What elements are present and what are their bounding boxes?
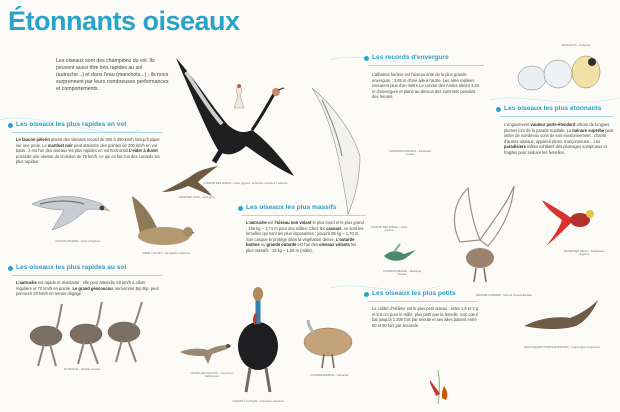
text-run: L'engoulevent xyxy=(504,122,531,127)
text-run: est rapide et résistante ; elle peut atteindre 60 km/h à allure régulière et 70 km/h en pointe. xyxy=(16,280,146,291)
vulture-small-illustration xyxy=(228,82,250,110)
section-text-wingspan xyxy=(372,72,482,100)
bold-run: Le grand géocoucou xyxy=(72,285,113,291)
section-text-small xyxy=(372,306,482,328)
text-run: les plus massifs : 18 kg – 1,05 m (mâle). xyxy=(246,242,357,253)
section-text-massive xyxy=(246,220,364,253)
penguins-illustration xyxy=(512,50,612,94)
text-run: est xyxy=(266,220,275,225)
caption-eider: EIDER À DUVET – Somateria mollissima xyxy=(142,252,190,255)
bold-run: ménure superbe xyxy=(572,127,605,133)
page-title: Étonnants oiseaux xyxy=(8,6,240,36)
section-bullet-icon xyxy=(364,56,369,61)
text-run: Le condor des Andes atteint 3,20 m d'envergure et plane au-dessus des sommets pendant des heures. xyxy=(372,83,480,99)
caption-swift: MARTINET NOIR – Apus apus xyxy=(179,196,215,199)
caption-paradise: PARADISIER RAGGI – Paradisaea raggiana xyxy=(563,250,605,257)
lyrebird-illustration xyxy=(440,182,520,292)
caption-penguins: MANCHOTS – Eudyptes xyxy=(561,44,591,47)
text-run: , surnommé Bip Bip, peut parcourir 30 km/h en terrain dégagé. xyxy=(16,285,159,296)
bold-run: oiseaux volants xyxy=(319,242,350,247)
caption-lyrebird: MÉNURE SUPERBE – Menura novaehollandiae xyxy=(476,294,532,297)
section-bullet-icon xyxy=(364,292,369,297)
bird-of-paradise-illustration xyxy=(536,190,602,250)
bustard-illustration xyxy=(296,318,356,370)
text-run: , ce sont les femelles qui sont les plus imposantes : jusqu'à 85 kg – 1,70 m. Son casque le protège dans la végétation dense. xyxy=(246,225,364,242)
bold-run: casoars xyxy=(326,225,342,231)
caption-albatross: ALBATROS HURLEUR – Diomedea exulans xyxy=(389,150,431,157)
bold-run: vauteur porte-étendard xyxy=(530,122,576,127)
text-run: peut imiter de nombreux sons de son environnement : chants d'autres oiseaux, appareil photo, tronçonneuse... Les xyxy=(504,127,614,144)
text-run: Le colibri d'Hélène est le plus petit oiseau : entre 1,6 et 2 g et 5,5 cm pour le mâle, plus petit que la femelle. Son cœur bat jusqu'à 1 200 fois par minute et ses ailes battent entre 50 et 80 fois par seconde. xyxy=(372,306,479,328)
section-bullet-icon xyxy=(496,107,501,112)
section-bullet-icon xyxy=(8,266,13,271)
text-run: arbore de longues plumes lors de la parade nuptiale. La xyxy=(504,122,610,133)
section-title-small: Les oiseaux les plus petits xyxy=(372,290,456,297)
bold-run: L'eider à duvet xyxy=(128,148,158,153)
albatross-illustration xyxy=(308,86,368,216)
caption-cassowary: CASOAR À CASQUE – Casuarius casuarius xyxy=(232,400,284,403)
caption-hummingbird: COLIBRI D'HÉLÈNE – Mellisuga helenae xyxy=(383,270,421,277)
section-title-massive: Les oiseaux les plus massifs xyxy=(246,204,337,211)
nightjar-illustration xyxy=(520,296,600,336)
section-text-amazing xyxy=(504,122,614,155)
caption-albatross-2: CONDOR DES ANDES – Vultur gryphus xyxy=(370,226,408,233)
text-run: le plus lourd et le plus grand : 156 kg – 2,74 m pour des mâles. Chez les xyxy=(246,220,364,231)
section-title-wingspan: Les records d'envergure xyxy=(372,54,449,61)
text-run: peut atteindre des pointes de 200 km/h en vol battu : il est l'un des oiseaux les plus rapides en vol horizontal. xyxy=(16,142,157,153)
bold-run: L'autruche xyxy=(16,280,37,285)
condor-illustration xyxy=(166,50,300,180)
text-run: est l'un des xyxy=(296,242,320,247)
bold-run: martinet noir xyxy=(47,142,73,148)
roadrunner-illustration xyxy=(178,336,234,366)
hummingbird-illustration xyxy=(380,242,420,268)
text-run: mâles exhibent des plumages somptueux et fragiles pour séduire les femelles. xyxy=(504,144,607,155)
caption-nightjar: ENGOULEVENT PORTE-ÉTENDARD – Caprimulgus longipennis xyxy=(524,346,600,349)
intro-paragraph: Les oiseaux sont des champions du vol. Ils peuvent aussi être très rapides au sol (autruche...) et dans l'eau (manchots...) ; ils nous surprennent par leurs nombreuses performances et comportements. xyxy=(56,58,169,93)
eider-illustration xyxy=(124,190,194,252)
bold-run: L'outarde barbue xyxy=(246,236,355,247)
caption-bustard: OUTARDE BARBUE – Otis tarda xyxy=(309,374,348,377)
section-bullet-icon xyxy=(8,123,13,128)
bold-run: l'oiseau non volant xyxy=(274,220,312,225)
cassowary-illustration xyxy=(232,284,284,396)
section-bullet-icon xyxy=(238,206,243,211)
bold-run: paradisiers xyxy=(504,144,526,149)
ostrich-illustration xyxy=(16,300,156,370)
bold-run: grande outarde xyxy=(266,242,297,247)
text-run: possède une vitesse de croisière de 75 km/h, ce qui en fait l'un des canards les plus rapides. xyxy=(16,153,160,164)
section-title-fast-ground: Les oiseaux les plus rapides au sol xyxy=(16,264,127,271)
section-title-amazing: Les oiseaux les plus étonnants xyxy=(504,105,602,112)
falcon-illustration xyxy=(28,184,110,234)
section-title-fast-air: Les oiseaux les plus rapides en vol xyxy=(16,121,127,128)
section-text-fast-ground xyxy=(16,280,162,297)
text-run: ou xyxy=(259,242,267,247)
text-run: L'albatros hurleur est l'oiseau doté de la plus grande envergure : 3,65 m d'une aile à l'autre. Les ailes repliées mesurent plus d'un mètre. xyxy=(372,72,475,88)
caption-roadrunner: GRAND GÉOCOUCOU – Geococcyx californianus xyxy=(190,372,234,379)
bold-run: L'autruche xyxy=(246,220,267,225)
bold-run: Le faucon pèlerin xyxy=(16,137,50,142)
caption-ostrich: AUTRUCHE – Struthio camelus xyxy=(63,368,101,371)
caption-condor: CONDOR DES ANDES – Vultur gryphus. La famille comprend 7 espèces. xyxy=(203,182,289,185)
section-text-fast-air xyxy=(16,137,162,165)
hummingbird-flower-illustration xyxy=(418,366,458,406)
text-run: atteint des vitesses record de 300 à 390 km/h lorsqu'il pique sur une proie. Le xyxy=(16,137,160,148)
caption-falcon: FAUCON PÈLERIN – Falco peregrinus xyxy=(55,240,101,243)
